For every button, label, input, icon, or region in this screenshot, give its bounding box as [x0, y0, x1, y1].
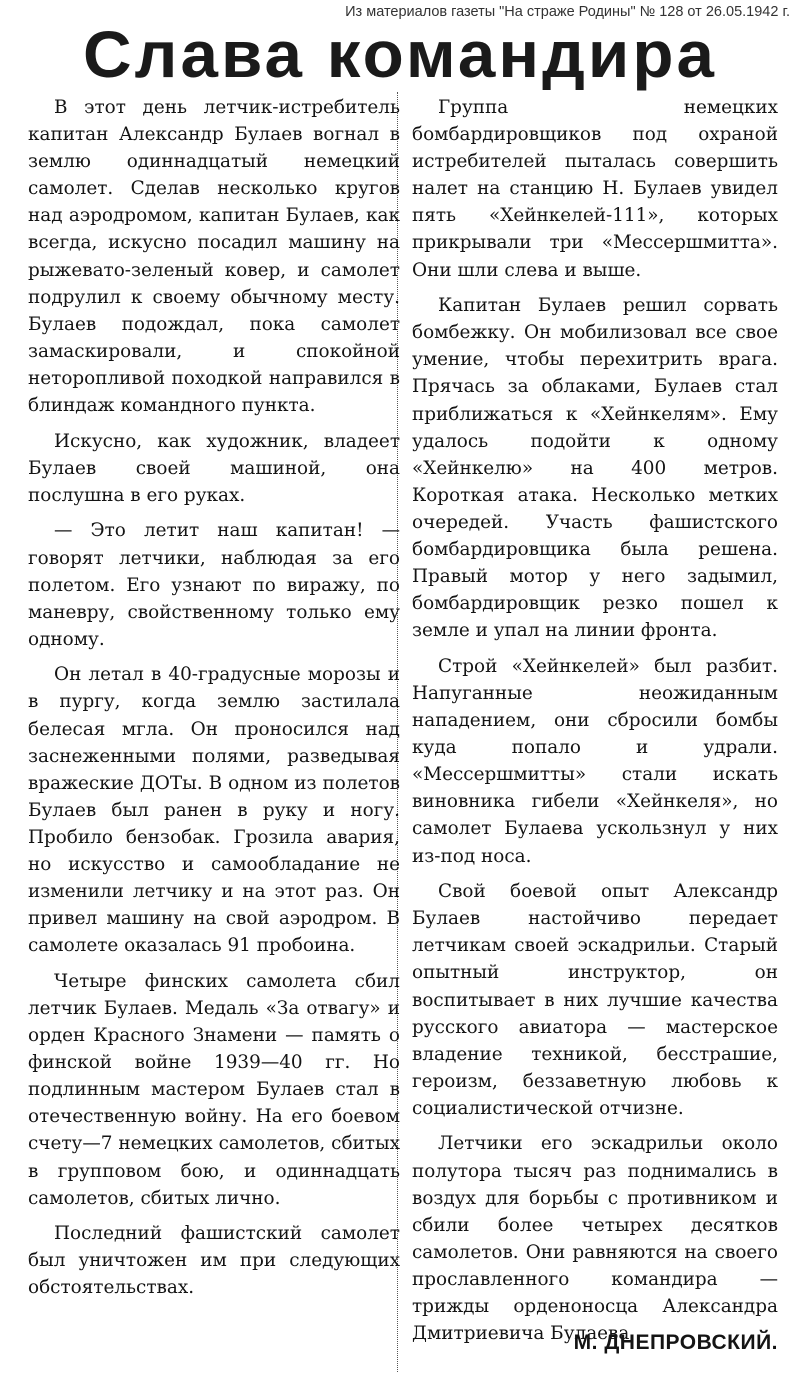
paragraph: Он летал в 40-градусные морозы и в пургу, когда землю застилала белесая мгла. Он проносился над заснеженными полями, разведывая вражеские ДОТы. В одном из полетов Булаев был ранен в руку и ногу. Пробило бензобак. Грозила авария, но искусство и самообладание не изменили летчику и на этот раз. Он привел машину на свой аэродром. В самолете оказалась 91 пробоина. — [28, 664, 400, 957]
paragraph: Летчики его эскадрильи около полутора тысяч раз поднимались в воздух для борьбы с противником и сбили более четырех десятков самолетов. Они равняются на своего прославленного командира — трижды орденоносца Александра Дмитриевича Булаева. — [412, 1133, 778, 1345]
right-column — [412, 94, 778, 1356]
paragraph: Свой боевой опыт Александр Булаев настойчиво передает летчикам своей эскадрильи. Старый опытный инструктор, он воспитывает в них лучшие качества русского авиатора — мастерское владение техникой, бесстрашие, героизм, беззаветную любовь к социалистической отчизне. — [412, 881, 778, 1119]
paragraph: Группа немецких бомбардировщиков под охраной истребителей пыталась совершить налет на станцию Н. Булаев увидел пять «Хейнкелей-111», которых прикрывали три «Мессершмитта». Они шли слева и выше. — [412, 97, 778, 281]
left-column — [28, 94, 400, 1310]
paragraph: В этот день летчик-истребитель капитан Александр Булаев вогнал в землю одиннадцатый немецкий самолет. Сделав несколько кругов над аэродромом, капитан Булаев, как всегда, искусно посадил машину на рыжевато-зеленый ковер, и самолет подрулил к своему обычному месту. Булаев подождал, пока самолет замаскировали, и спокойной неторопливой походкой направился в блиндаж командного пункта. — [28, 97, 400, 417]
paragraph: Четыре финских самолета сбил летчик Булаев. Медаль «За отвагу» и орден Красного Знамени — память о финской войне 1939—40 гг. Но подлинным мастером Булаев стал в отечественную войну. На его боевом счету—7 немецких самолетов, сбитых в групповом бою, и одиннадцать самолетов, сбитых лично. — [28, 970, 400, 1209]
author-signature: М. ДНЕПРОВСКИЙ. — [573, 1330, 778, 1354]
paragraph: Последний фашистский самолет был уничтожен им при следующих обстоятельствах. — [28, 1223, 400, 1299]
article-title: Слава командира — [82, 17, 718, 91]
source-note: Из материалов газеты "На страже Родины" № 128 от 26.05.1942 г. — [345, 4, 790, 20]
paragraph: Капитан Булаев решил сорвать бомбежку. Он мобилизовал все свое умение, чтобы перехитрить врага. Прячась за облаками, Булаев стал приближаться к «Хейнкелям». Ему удалось подойти к одному «Хейнкелю» на 400 метров. Короткая атака. Несколько метких очередей. Участь фашистского бомбардировщика была решена. Правый мотор у него задымил, бомбардировщик резко пошел к земле и упал на линии фронта. — [412, 295, 778, 642]
paragraph: — Это летит наш капитан! — говорят летчики, наблюдая за его полетом. Его узнают по виражу, по маневру, свойственному только ему одному. — [28, 520, 400, 650]
paragraph: Искусно, как художник, владеет Булаев своей машиной, она послушна в его руках. — [28, 430, 400, 506]
paragraph: Строй «Хейнкелей» был разбит. Напуганные неожиданным нападением, они сбросили бомбы куда попало и удрали. «Мессершмитты» стали искать виновника гибели «Хейнкеля», но самолет Булаева ускользнул у них из-под носа. — [412, 655, 778, 867]
